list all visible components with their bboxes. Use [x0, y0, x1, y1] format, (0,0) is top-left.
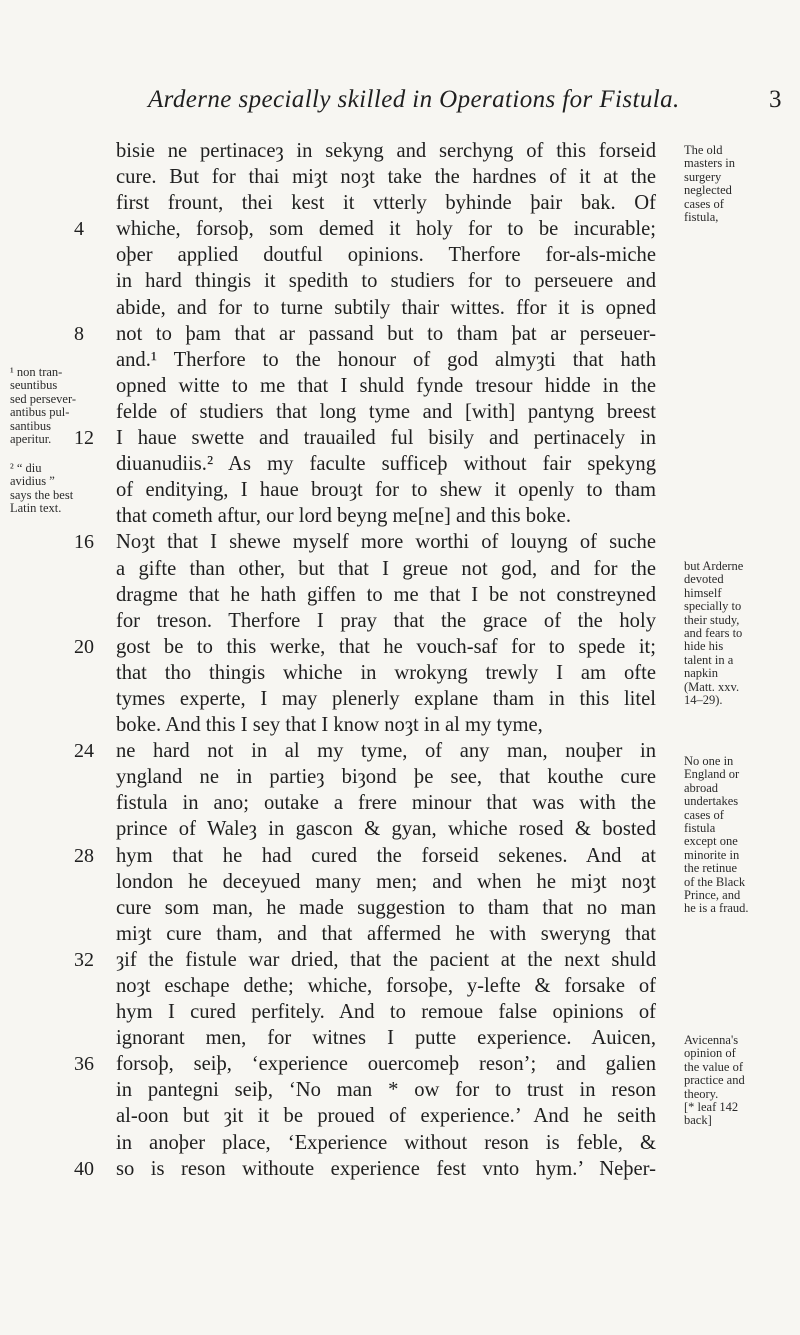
- note-line: aperitur.: [10, 432, 52, 447]
- line-text: a gifte than other, but that I greue not god, and for the: [116, 557, 656, 580]
- text-line: [116, 660, 656, 686]
- note-line: abroad: [684, 780, 719, 795]
- line-text: first frount, thei kest it vtterly byhinde þair bak. Of: [116, 192, 656, 215]
- footnote-2: [10, 462, 102, 516]
- text-line: [116, 1103, 656, 1129]
- line-text: miȝt cure tham, and that affermed he with sweryng that: [116, 922, 656, 945]
- text-line: [116, 582, 656, 608]
- text-line: [74, 216, 656, 242]
- line-text: london he deceyued many men; and when he miȝt noȝt: [116, 870, 656, 893]
- note-line: The old: [684, 143, 723, 157]
- note-line: minorite in: [684, 847, 740, 862]
- note-line: theory.: [684, 1086, 719, 1101]
- note-line: seuntibus: [10, 378, 58, 393]
- footnote-1: [10, 366, 102, 446]
- line-text: of enditying, I haue brouȝt for to shew it openly to tham: [116, 479, 656, 502]
- line-text: ne hard not in al my tyme, of any man, nouþer in: [116, 740, 656, 763]
- line-text: al-oon but ȝit it be proued of experience.’ And he seith: [116, 1105, 656, 1128]
- text-line: [116, 869, 656, 895]
- note-line: napkin: [684, 666, 719, 681]
- text-line: [116, 764, 656, 790]
- note-line: Avicenna's: [684, 1033, 739, 1047]
- line-number: 20: [74, 635, 94, 658]
- note-line: 14–29).: [684, 693, 723, 708]
- text-line: [74, 425, 656, 451]
- text-line: [116, 686, 656, 712]
- note-line: fistula,: [684, 210, 719, 225]
- line-text: in anoþer place, ‘Experience without reson is feble, &: [116, 1131, 656, 1154]
- text-line: [116, 164, 656, 190]
- note-line: No one in: [684, 754, 734, 768]
- line-number: 8: [74, 322, 84, 345]
- note-line: neglected: [684, 183, 732, 198]
- note-line: fistula: [684, 821, 716, 836]
- line-text: that cometh aftur, our lord beyng me[ne] and this boke.: [116, 505, 571, 528]
- text-line: [74, 947, 656, 973]
- line-text: fistula in ano; outake a frere minour that was with the: [116, 792, 656, 815]
- line-text: ignorant men, for witnes I putte experience. Auicen,: [116, 1027, 656, 1050]
- note-line: avidius ”: [10, 474, 55, 489]
- line-text: so is reson withoute experience fest vnto hym.’ Neþer-: [116, 1157, 656, 1180]
- note-line: hide his: [684, 639, 724, 654]
- line-text: hym that he had cured the forseid sekenes. And at: [116, 844, 656, 867]
- line-text: not to þam that ar passand but to tham þat ar perseuer-: [116, 322, 656, 345]
- text-line: [116, 1130, 656, 1156]
- text-line: [74, 1156, 656, 1182]
- line-text: bisie ne pertinaceȝ in sekyng and serchyng of this forseid: [116, 140, 656, 162]
- text-line: [116, 999, 656, 1025]
- note-line: [* leaf 142: [684, 1100, 739, 1115]
- note-line: talent in a: [684, 652, 734, 667]
- line-text: hym I cured perfitely. And to remoue false opinions of: [116, 1001, 656, 1024]
- text-line: [74, 529, 656, 555]
- line-text: in hard thingis it spedith to studiers for to perseuere and: [116, 270, 656, 293]
- note-line: ² “ diu: [10, 461, 42, 475]
- text-line: [116, 895, 656, 921]
- line-text: diuanudiis.² As my faculte sufficeþ without fair spekyng: [116, 453, 656, 476]
- line-number: 28: [74, 844, 94, 867]
- text-line: [116, 268, 656, 294]
- text-line: [116, 451, 656, 477]
- note-line: sed persever-: [10, 391, 77, 406]
- line-number: 32: [74, 948, 94, 971]
- line-text: in pantegni seiþ, ‘No man * ow for to trust in reson: [116, 1079, 656, 1102]
- line-number: 24: [74, 740, 94, 763]
- text-line: [116, 347, 656, 373]
- note-line: antibus pul-: [10, 405, 70, 420]
- line-number: 36: [74, 1053, 94, 1076]
- sidenote-avicenna: [684, 1034, 794, 1128]
- note-line: of the Black: [684, 874, 746, 889]
- note-line: Prince, and: [684, 888, 741, 903]
- line-text: yngland ne in partieȝ biȝond þe see, that kouthe cure: [116, 766, 656, 789]
- running-title: Arderne specially skilled in Operations for Fistula.: [148, 86, 680, 113]
- line-text: forsoþ, seiþ, ‘experience ouercomeþ reson’; and galien: [116, 1053, 656, 1076]
- line-number: 16: [74, 531, 94, 554]
- text-line: [116, 973, 656, 999]
- note-line: back]: [684, 1113, 712, 1128]
- running-head: [0, 86, 800, 120]
- sidenote-arderne-devoted: [684, 560, 794, 707]
- text-line: [116, 373, 656, 399]
- text-line: [116, 712, 656, 738]
- text-line: [116, 816, 656, 842]
- note-line: he is a fraud.: [684, 901, 749, 916]
- note-line: except one: [684, 834, 738, 849]
- text-line: [116, 503, 656, 529]
- text-line: [116, 138, 656, 164]
- line-text: Noȝt that I shewe myself more worthi of louyng of suche: [116, 531, 656, 554]
- note-line: devoted: [684, 572, 724, 587]
- line-text: boke. And this I sey that I know noȝt in al my tyme,: [116, 714, 543, 737]
- line-text: ȝif the fistule war dried, that the pacient at the next shuld: [116, 948, 656, 971]
- line-text: oþer applied doutful opinions. Therfore for-als-miche: [116, 244, 656, 267]
- text-line: [116, 295, 656, 321]
- note-line: santibus: [10, 418, 51, 433]
- note-line: and fears to: [684, 626, 743, 641]
- line-number: 4: [74, 218, 84, 241]
- note-line: opinion of: [684, 1046, 736, 1061]
- sidenote-no-one-in-england: [684, 755, 794, 916]
- line-number: 40: [74, 1157, 94, 1180]
- line-text: abide, and for to turne subtily thair wittes. ffor it is opned: [116, 296, 656, 319]
- note-line: himself: [684, 585, 722, 600]
- line-text: and.¹ Therfore to the honour of god almyȝti that hath: [116, 348, 656, 371]
- line-text: for treson. Therfore I pray that the grace of the holy: [116, 609, 656, 632]
- text-line: [116, 921, 656, 947]
- line-text: tymes experte, I may plenerly explane tham in this litel: [116, 687, 656, 710]
- line-text: dragme that he hath giffen to me that I be not constreyned: [116, 583, 656, 606]
- text-line: [116, 790, 656, 816]
- note-line: specially to: [684, 599, 742, 614]
- text-line: [74, 321, 656, 347]
- note-line: cases of: [684, 807, 724, 822]
- text-line: [74, 738, 656, 764]
- text-line: [116, 1025, 656, 1051]
- note-line: cases of: [684, 196, 724, 211]
- line-text: that tho thingis whiche in wrokyng trewly I am ofte: [116, 661, 656, 684]
- text-line: [116, 190, 656, 216]
- line-text: cure. But for thai miȝt noȝt take the hardnes of it at the: [116, 166, 656, 189]
- line-text: felde of studiers that long tyme and [with] pantyng breest: [116, 400, 656, 423]
- text-line: [116, 477, 656, 503]
- text-line: [116, 242, 656, 268]
- note-line: their study,: [684, 612, 740, 627]
- text-line: [74, 634, 656, 660]
- text-line: [116, 1077, 656, 1103]
- sidenote-old-masters: [684, 144, 794, 224]
- note-line: masters in: [684, 156, 736, 171]
- note-line: (Matt. xxv.: [684, 679, 740, 694]
- text-line: [116, 399, 656, 425]
- line-text: opned witte to me that I shuld fynde tresour hidde in the: [116, 374, 656, 397]
- line-number: 12: [74, 427, 94, 450]
- main-text-column: [74, 138, 656, 1182]
- note-line: Latin text.: [10, 501, 62, 516]
- text-line: [116, 556, 656, 582]
- note-line: undertakes: [684, 794, 739, 809]
- line-text: prince of Waleȝ in gascon & gyan, whiche rosed & bosted: [116, 818, 656, 841]
- note-line: ¹ non tran-: [10, 365, 63, 379]
- note-line: practice and: [684, 1073, 745, 1088]
- line-text: I haue swette and trauailed ful bisily and pertinacely in: [116, 427, 656, 450]
- line-text: cure som man, he made suggestion to tham that no man: [116, 896, 656, 919]
- note-line: says the best: [10, 487, 74, 502]
- page-number: 3: [769, 86, 782, 113]
- line-text: noȝt eschape dethe; whiche, forsoþe, y-lefte & forsake of: [116, 975, 656, 997]
- note-line: surgery: [684, 169, 722, 184]
- line-text: gost be to this werke, that he vouch-saf for to spede it;: [116, 635, 656, 658]
- text-line: [116, 608, 656, 634]
- note-line: the value of: [684, 1059, 744, 1074]
- note-line: but Arderne: [684, 559, 744, 573]
- note-line: England or: [684, 767, 740, 782]
- line-text: whiche, forsoþ, som demed it holy for to be incurable;: [116, 218, 656, 241]
- text-line: [74, 1051, 656, 1077]
- note-line: the retinue: [684, 861, 738, 876]
- text-line: [74, 843, 656, 869]
